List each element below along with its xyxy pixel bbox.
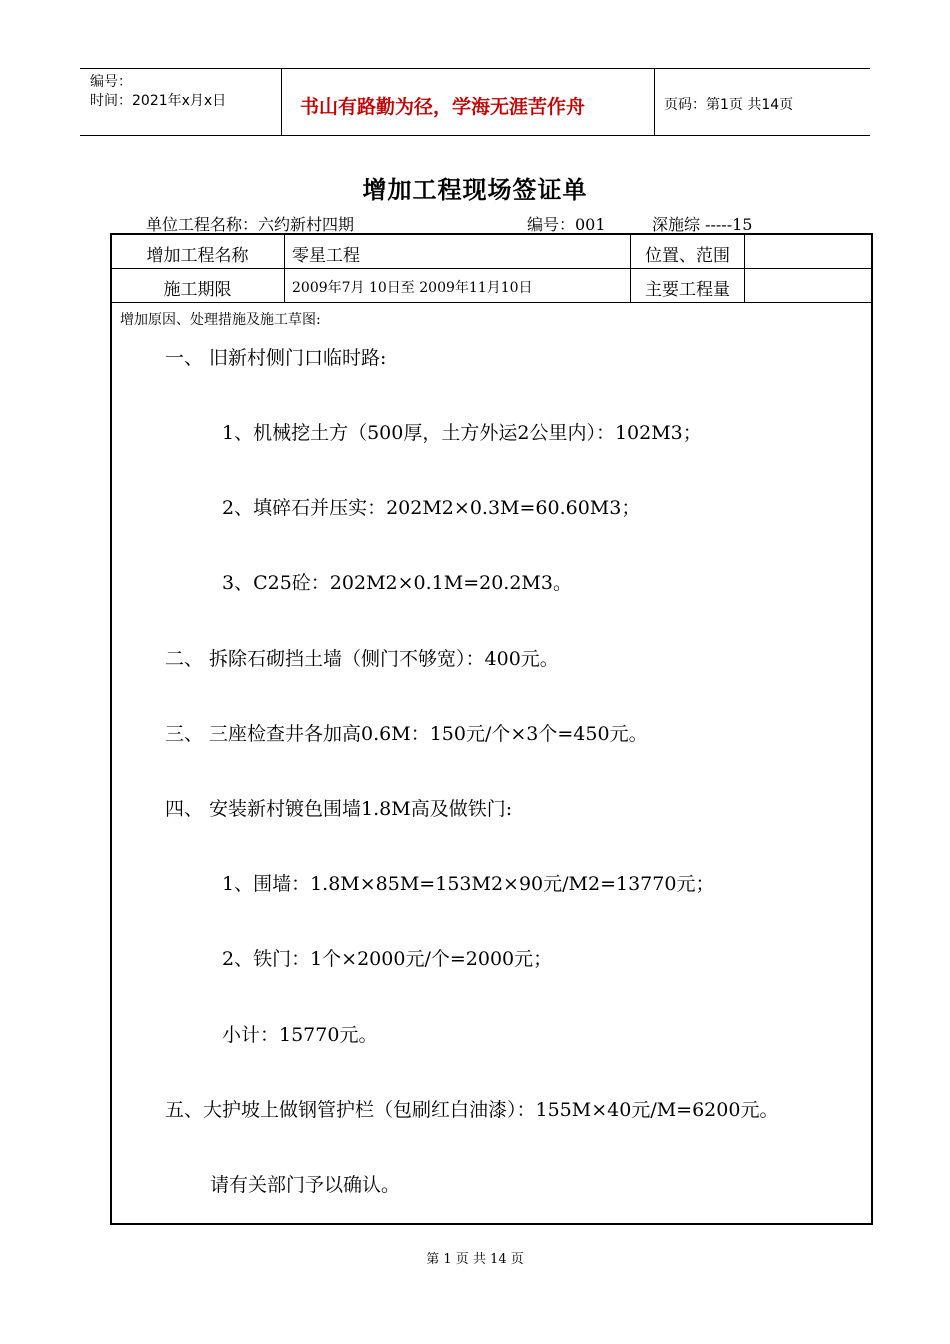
header-time-label: 时间：2021年x月x日 — [90, 93, 227, 109]
header-motto: 书山有路勤为径，学海无涯苦作舟 — [300, 96, 586, 118]
content-line-7: 四、 安装新村镀色围墙1.8M高及做铁门: — [165, 798, 513, 820]
construction-period-label: 施工期限 — [163, 280, 232, 300]
content-line-6: 三、 三座检查井各加高0.6M：150元/个×3个=450元。 — [165, 723, 648, 745]
header-bottom-rule — [80, 135, 870, 136]
header-page-info: 页码：第1页 共14页 — [664, 97, 794, 113]
content-line-2: 1、机械挖土方（500厚，土方外运2公里内）：102M3； — [222, 422, 702, 444]
content-line-3: 2、填碎石并压实：202M2×0.3M=60.60M3； — [222, 497, 641, 519]
content-line-5: 二、 拆除石砌挡土墙（侧门不够宽）：400元。 — [165, 648, 559, 670]
page-title: 增加工程现场签证单 — [362, 176, 588, 204]
content-line-1: 一、 旧新村侧门口临时路: — [165, 347, 387, 369]
content-line-9: 2、铁门：1个×2000元/个=2000元； — [222, 948, 553, 970]
content-line-8: 1、围墙：1.8M×85M=153M2×90元/M2=13770元； — [222, 873, 715, 895]
construction-period-value: 2009年7月 10日至 2009年11月10日 — [292, 280, 533, 296]
project-name-value: 零星工程 — [292, 246, 360, 266]
reason-label: 增加原因、处理措施及施工草图: — [120, 312, 321, 328]
header-top-rule — [80, 68, 870, 69]
content-line-12: 请有关部门予以确认。 — [210, 1174, 401, 1196]
table-col1-divider — [284, 234, 285, 302]
main-quantity-label: 主要工程量 — [645, 280, 730, 300]
content-line-4: 3、C25砼：202M2×0.1M=20.2M3。 — [222, 572, 572, 594]
header-divider-left — [281, 68, 282, 136]
header-divider-right — [654, 68, 655, 136]
location-scope-label: 位置、范围 — [645, 246, 730, 266]
table-row1-bottom — [111, 268, 872, 269]
table-row2-bottom — [111, 302, 872, 303]
project-name-label: 增加工程名称 — [146, 246, 249, 266]
content-line-11: 五、大护坡上做钢管护栏（包刷红白油漆）：155M×40元/M=6200元。 — [165, 1099, 779, 1121]
content-line-10: 小计：15770元。 — [222, 1024, 378, 1046]
serial-number: 编号：001 — [527, 215, 606, 234]
header-number-label: 编号： — [90, 74, 132, 90]
unit-project-name: 单位工程名称：六约新村四期 — [146, 215, 355, 234]
page-footer: 第 1 页 共 14 页 — [426, 1252, 524, 1267]
document-code: 深施综 -----15 — [652, 215, 753, 234]
table-col3-divider — [744, 234, 745, 302]
